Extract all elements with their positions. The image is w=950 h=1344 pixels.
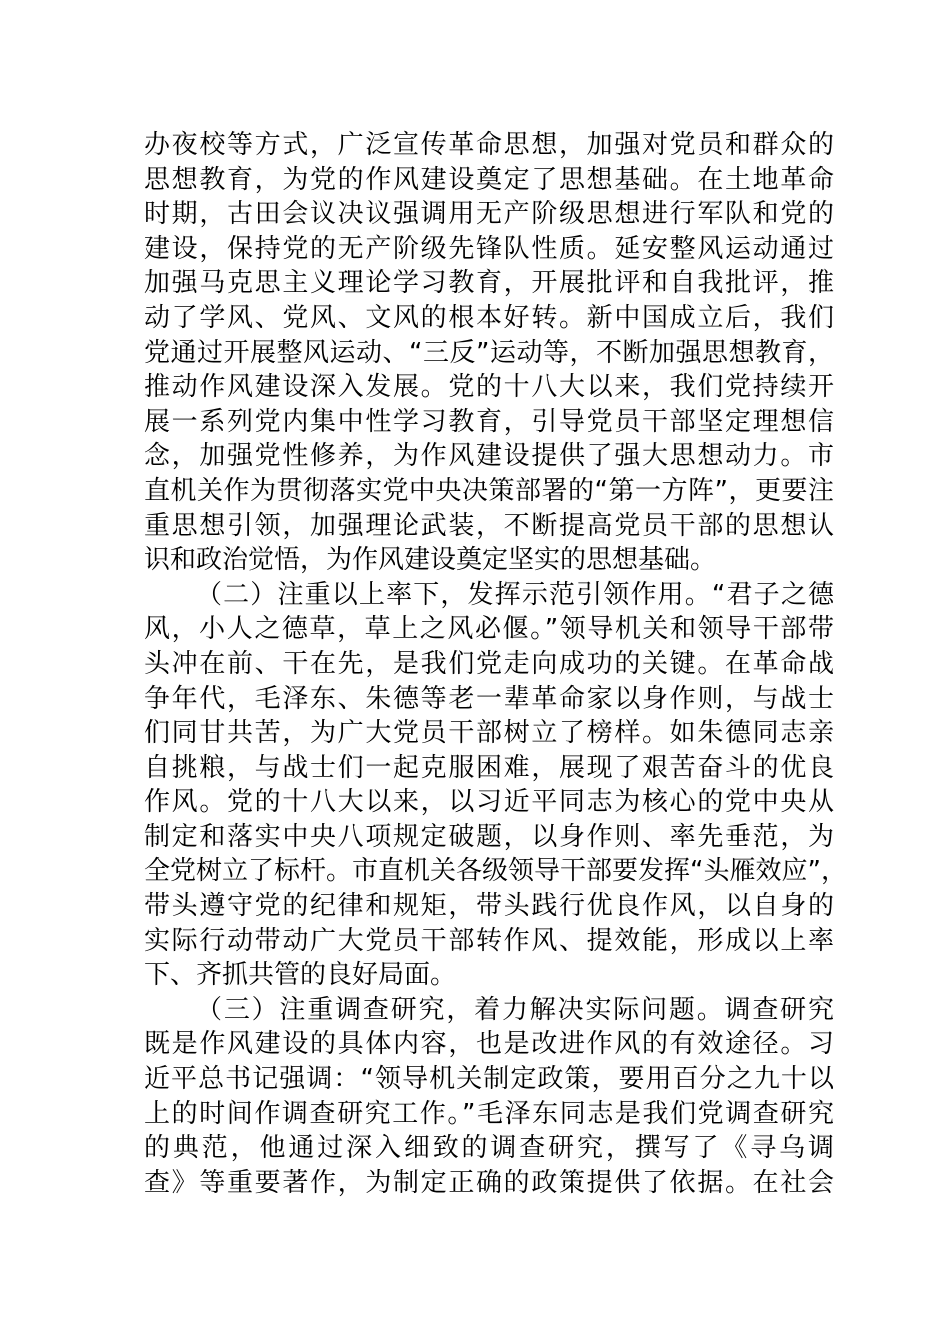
text-line: 们同甘共苦，为广大党员干部树立了榜样。如朱德同志亲: [144, 718, 834, 749]
text-line: 头冲在前、干在先，是我们党走向成功的关键。在革命战: [144, 648, 834, 679]
text-line: 争年代，毛泽东、朱德等老一辈革命家以身作则，与战士: [144, 683, 834, 714]
text-line: 的典范，他通过深入细致的调查研究，撰写了《寻乌调: [144, 1133, 834, 1164]
text-line: 全党树立了标杆。市直机关各级领导干部要发挥“头雁效应”，: [144, 856, 847, 887]
section-heading-line: （二）注重以上率下，发挥示范引领作用。“君子之德: [196, 579, 834, 610]
text-line: 动了学风、党风、文风的根本好转。新中国成立后，我们: [144, 302, 834, 333]
text-line: 近平总书记强调：“领导机关制定政策，要用百分之九十以: [144, 1064, 834, 1095]
text-line: 直机关作为贯彻落实党中央决策部署的“第一方阵”，更要注: [144, 475, 834, 506]
text-line: 时期，古田会议决议强调用无产阶级思想进行军队和党的: [144, 199, 834, 230]
text-line: 既是作风建设的具体内容，也是改进作风的有效途径。习: [144, 1029, 834, 1060]
paragraph-end-line: 下、齐抓共管的良好局面。: [144, 960, 457, 991]
text-line: 思想教育，为党的作风建设奠定了思想基础。在土地革命: [144, 164, 834, 195]
text-line: 风，小人之德草，草上之风必偃。”领导机关和领导干部带: [144, 614, 834, 645]
section-heading-line: （三）注重调查研究，着力解决实际问题。调查研究: [196, 994, 834, 1025]
text-line: 党通过开展整风运动、“三反”运动等，不断加强思想教育，: [144, 337, 834, 368]
text-line: 加强马克思主义理论学习教育，开展批评和自我批评，推: [144, 268, 834, 299]
text-line: 重思想引领，加强理论武装，不断提高党员干部的思想认: [144, 510, 834, 541]
text-line: 作风。党的十八大以来，以习近平同志为核心的党中央从: [144, 787, 834, 818]
text-line: 建设，保持党的无产阶级先锋队性质。延安整风运动通过: [144, 233, 834, 264]
text-line: 自挑粮，与战士们一起克服困难，展现了艰苦奋斗的优良: [144, 752, 834, 783]
paragraph-end-line: 识和政治觉悟，为作风建设奠定坚实的思想基础。: [144, 545, 717, 576]
text-line: 念，加强党性修养，为作风建设提供了强大思想动力。市: [144, 441, 834, 472]
body-text: [144, 128, 847, 1200]
text-line: 制定和落实中央八项规定破题，以身作则、率先垂范，为: [144, 821, 834, 852]
text-line: 查》等重要著作，为制定正确的政策提供了依据。在社会: [144, 1167, 834, 1198]
text-line: 带头遵守党的纪律和规矩，带头践行优良作风，以自身的: [144, 891, 834, 922]
text-line: 办夜校等方式，广泛宣传革命思想，加强对党员和群众的: [144, 130, 834, 160]
text-line: 上的时间作调查研究工作。”毛泽东同志是我们党调查研究: [144, 1098, 834, 1129]
text-line: 实际行动带动广大党员干部转作风、提效能，形成以上率: [144, 925, 834, 956]
text-line: 推动作风建设深入发展。党的十八大以来，我们党持续开: [144, 372, 834, 403]
text-line: 展一系列党内集中性学习教育，引导党员干部坚定理想信: [144, 406, 834, 437]
